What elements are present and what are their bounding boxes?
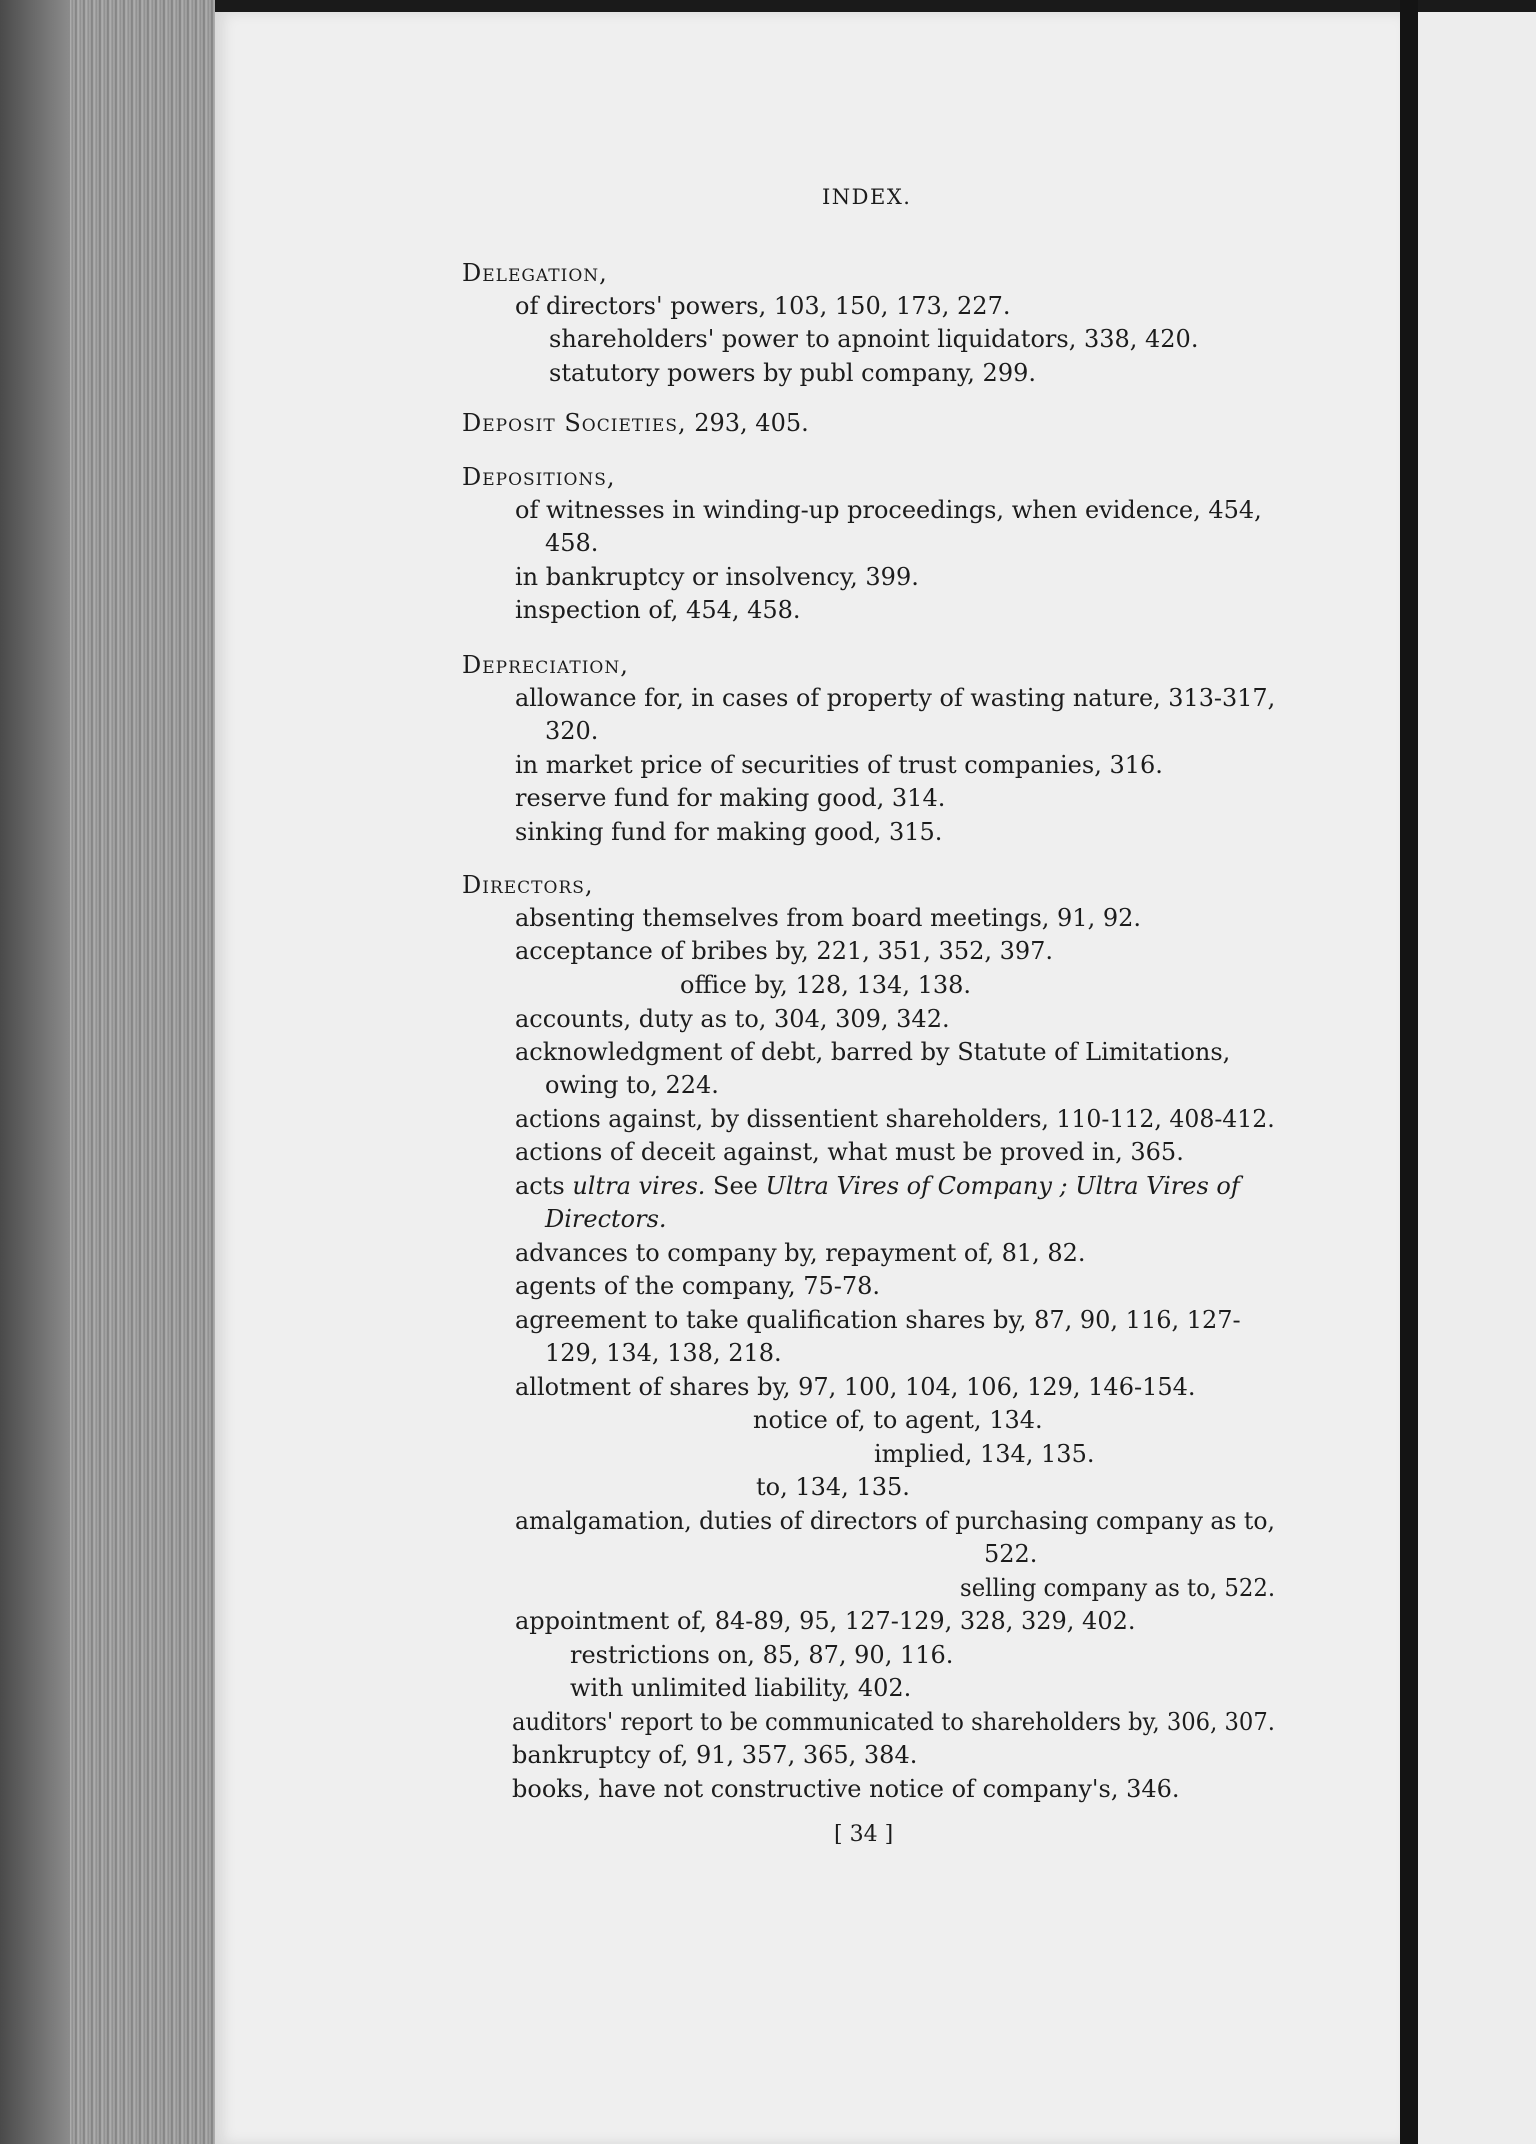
index-term-delegation: Delegation, — [462, 259, 608, 287]
index-line: in market price of securities of trust companies, 316. — [515, 751, 1163, 779]
index-term-deposit-societies: Deposit Societies, — [462, 409, 687, 437]
index-line: 458. — [545, 529, 599, 557]
index-entry-deposit-societies — [462, 406, 809, 440]
index-term-depreciation: Depreciation, — [462, 651, 629, 679]
index-line: absenting themselves from board meetings, 91, 92. — [515, 904, 1142, 932]
index-line: books, have not constructive notice of company's, 346. — [512, 1775, 1180, 1803]
index-line: of witnesses in winding-up proceedings, when evidence, 454, — [515, 496, 1262, 524]
index-term-directors: Directors, — [462, 871, 594, 899]
italic-text: Directors. — [545, 1205, 667, 1233]
top-border — [0, 0, 1536, 12]
index-line: agreement to take qualification shares by, 87, 90, 116, 127- — [515, 1306, 1241, 1334]
index-line: with unlimited liability, 402. — [570, 1674, 912, 1702]
index-line: shareholders' power to apnoint liquidators, 338, 420. — [549, 325, 1199, 353]
index-line: allowance for, in cases of property of wasting nature, 313-317, — [515, 684, 1276, 712]
index-line: implied, 134, 135. — [874, 1440, 1095, 1468]
index-line: allotment of shares by, 97, 100, 104, 106, 129, 146-154. — [515, 1373, 1196, 1401]
index-line: office by, 128, 134, 138. — [680, 971, 972, 999]
edges-shadow — [0, 0, 70, 2144]
index-line: auditors' report to be communicated to shareholders by, 306, 307. — [512, 1708, 1275, 1736]
index-line — [545, 1202, 667, 1236]
page-edges — [0, 0, 215, 2144]
index-line: acknowledgment of debt, barred by Statute of Limitations, — [515, 1038, 1231, 1066]
index-line: owing to, 224. — [545, 1071, 719, 1099]
index-line: actions of deceit against, what must be proved in, 365. — [515, 1138, 1184, 1166]
index-line: amalgamation, duties of directors of purchasing company as to, — [515, 1507, 1275, 1535]
index-line: in bankruptcy or insolvency, 399. — [515, 563, 919, 591]
index-line: 320. — [545, 717, 599, 745]
index-line: acceptance of bribes by, 221, 351, 352, 397. — [515, 937, 1054, 965]
italic-text: ultra vires. — [572, 1172, 706, 1200]
italic-text: Ultra Vires of Company ; Ultra Vires of — [765, 1172, 1240, 1200]
index-term-depositions: Depositions, — [462, 463, 616, 491]
running-header: INDEX. — [822, 185, 912, 209]
index-line: selling company as to, 522. — [960, 1574, 1276, 1602]
index-line: to, 134, 135. — [756, 1473, 910, 1501]
index-line: notice of, to agent, 134. — [753, 1406, 1043, 1434]
index-line: appointment of, 84-89, 95, 127-129, 328, 329, 402. — [515, 1607, 1136, 1635]
index-line: sinking fund for making good, 315. — [515, 818, 943, 846]
facing-page — [1418, 12, 1536, 2144]
index-line: advances to company by, repayment of, 81, 82. — [515, 1239, 1086, 1267]
page-number: [ 34 ] — [834, 1822, 894, 1847]
index-line: statutory powers by publ company, 299. — [549, 359, 1036, 387]
index-line: inspection of, 454, 458. — [515, 596, 801, 624]
index-line: 522. — [984, 1540, 1038, 1568]
book-gutter — [1400, 0, 1418, 2144]
index-line: 129, 134, 138, 218. — [545, 1339, 782, 1367]
index-line: of directors' powers, 103, 150, 173, 227. — [515, 292, 1011, 320]
index-line: restrictions on, 85, 87, 90, 116. — [570, 1641, 954, 1669]
index-line: reserve fund for making good, 314. — [515, 784, 946, 812]
index-line: actions against, by dissentient shareholders, 110-112, 408-412. — [515, 1105, 1275, 1133]
index-line: accounts, duty as to, 304, 309, 342. — [515, 1005, 950, 1033]
index-line: bankruptcy of, 91, 357, 365, 384. — [512, 1741, 918, 1769]
index-line: agents of the company, 75-78. — [515, 1272, 881, 1300]
text: See — [705, 1172, 766, 1200]
text: acts — [515, 1172, 573, 1200]
index-refs: 293, 405. — [686, 409, 809, 437]
index-line-see-also — [515, 1169, 1240, 1203]
